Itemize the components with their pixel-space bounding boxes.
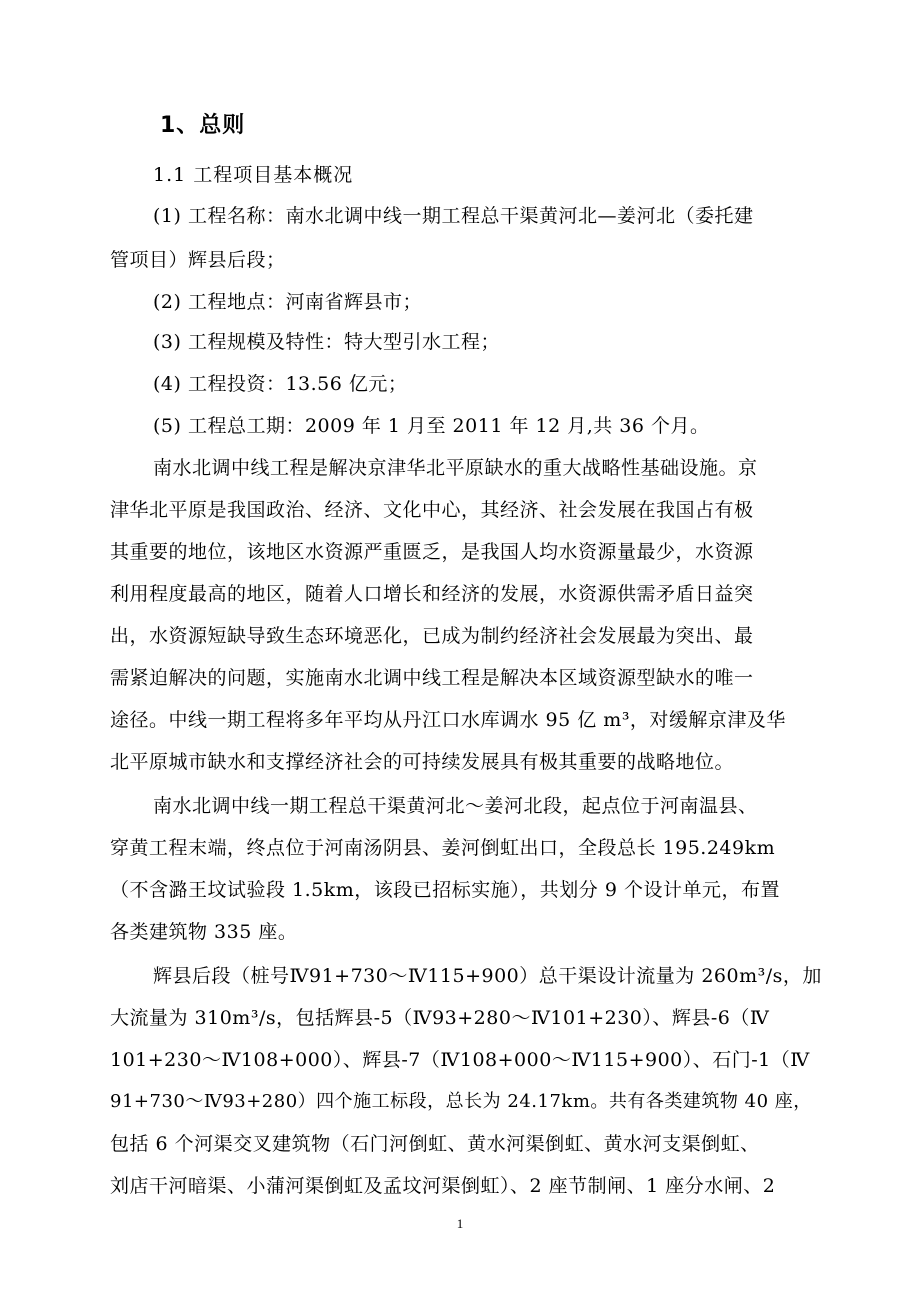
item-1-line-1: (1) 工程名称：南水北调中线一期工程总干渠黄河北—姜河北（委托建 [153, 205, 754, 227]
para3-line: 辉县后段（桩号Ⅳ91+730～Ⅳ115+900）总干渠设计流量为 260m³/s，加 [153, 965, 822, 987]
para3-line: 大流量为 310m³/s，包括辉县-5（Ⅳ93+280～Ⅳ101+230）、辉县-6（Ⅳ [110, 1007, 770, 1029]
para2-line: 穿黄工程末端，终点位于河南汤阴县、姜河倒虹出口，全段总长 195.249km [110, 837, 776, 859]
item-3: (3) 工程规模及特性：特大型引水工程； [153, 331, 500, 353]
para1-line: 南水北调中线工程是解决京津华北平原缺水的重大战略性基础设施。京 [153, 457, 758, 479]
para1-line: 需紧迫解决的问题，实施南水北调中线工程是解决本区域资源型缺水的唯一 [110, 667, 754, 689]
para1-line: 出，水资源短缺导致生态环境恶化，已成为制约经济社会发展最为突出、最 [110, 625, 754, 647]
para2-line: 各类建筑物 335 座。 [110, 921, 298, 943]
section-title: 1、总则 [160, 113, 246, 138]
page-number: 1 [456, 1216, 464, 1231]
para1-line: 津华北平原是我国政治、经济、文化中心，其经济、社会发展在我国占有极 [110, 499, 754, 521]
subsection-title: 1.1 工程项目基本概况 [153, 164, 354, 186]
para1-line: 北平原城市缺水和支撑经济社会的可持续发展具有极其重要的战略地位。 [110, 751, 735, 773]
para3-line: 101+230～Ⅳ108+000）、辉县-7（Ⅳ108+000～Ⅳ115+900）、石门-1（Ⅳ [110, 1049, 810, 1071]
para3-line: 91+730～Ⅳ93+280）四个施工标段，总长为 24.17km。共有各类建筑物 40 座， [110, 1091, 812, 1112]
para1-line: 途径。中线一期工程将多年平均从丹江口水库调水 95 亿 m³，对缓解京津及华 [110, 709, 786, 731]
item-2: (2) 工程地点：河南省辉县市； [153, 291, 422, 313]
para3-line: 包括 6 个河渠交叉建筑物（石门河倒虹、黄水河渠倒虹、黄水河支渠倒虹、 [110, 1133, 760, 1155]
para2-line: 南水北调中线一期工程总干渠黄河北～姜河北段，起点位于河南温县、 [153, 795, 758, 817]
para3-line: 刘店干河暗渠、小蒲河渠倒虹及孟坟河渠倒虹）、2 座节制闸、1 座分水闸、2 [110, 1175, 776, 1197]
item-1-line-2: 管项目）辉县后段； [110, 249, 286, 271]
para1-line: 其重要的地位，该地区水资源严重匮乏，是我国人均水资源量最少，水资源 [110, 541, 754, 563]
item-5: (5) 工程总工期：2009 年 1 月至 2011 年 12 月,共 36 个月。 [153, 415, 710, 437]
para1-line: 利用程度最高的地区，随着人口增长和经济的发展，水资源供需矛盾日益突 [110, 583, 754, 605]
para2-line: （不含潞王坟试验段 1.5km，该段已招标实施），共划分 9 个设计单元，布置 [110, 879, 780, 901]
item-4: (4) 工程投资：13.56 亿元； [153, 373, 408, 395]
